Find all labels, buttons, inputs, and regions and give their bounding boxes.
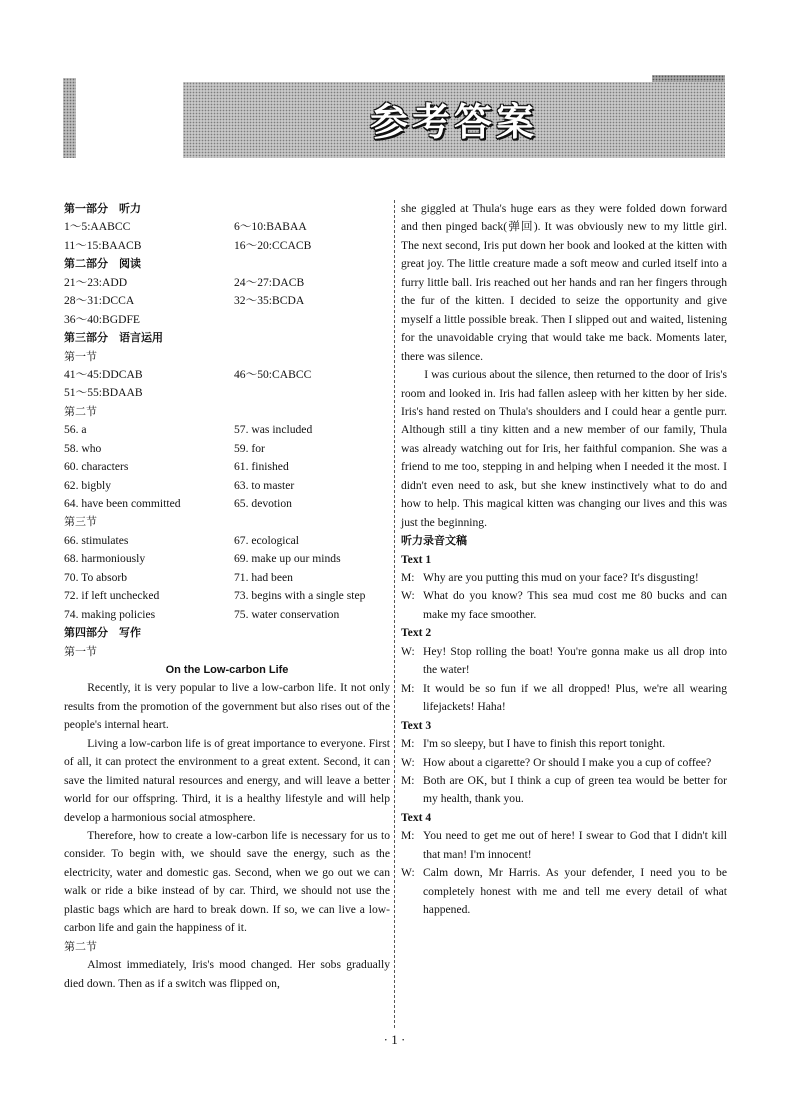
dialogue-line	[401, 772, 727, 809]
subsection-heading: 第三节	[64, 515, 97, 529]
answer-cell: 58. who	[64, 441, 102, 455]
column-divider	[394, 200, 395, 1028]
banner-left-decoration	[63, 78, 76, 158]
answer-cell: 24～27:DACB	[234, 275, 305, 289]
answer-cell: 32～35:BCDA	[234, 294, 305, 308]
reading-answers	[64, 274, 390, 329]
speaker: M:	[401, 737, 415, 751]
page-title: 参考答案	[369, 100, 538, 144]
answer-cell: 6～10:BABAA	[234, 220, 307, 234]
speaker: M:	[401, 681, 415, 695]
left-column	[64, 200, 390, 993]
transcript-heading: 听力录音文稿	[401, 534, 467, 548]
story-paragraph: Almost immediately, Iris's mood changed. Her sobs gradually died down. Then as if a switch was flipped on,	[64, 958, 390, 990]
page-number: · 1 ·	[383, 1032, 406, 1047]
utterance: I'm so sleepy, but I have to finish this report tonight.	[423, 737, 666, 751]
dialogue-line	[401, 587, 727, 624]
utterance: Hey! Stop rolling the boat! You're gonna make us all drop into the water!	[423, 644, 727, 677]
speaker: W:	[401, 755, 415, 769]
section-heading-language: 第三部分 语言运用	[64, 331, 163, 345]
speaker: M:	[401, 571, 415, 585]
utterance: Why are you putting this mud on your face? It's disgusting!	[423, 571, 699, 585]
cloze-answers	[64, 366, 390, 403]
speaker: W:	[401, 589, 415, 603]
title-banner	[183, 82, 725, 158]
answer-cell: 36～40:BGDFE	[64, 312, 141, 326]
answer-cell: 59. for	[234, 441, 265, 455]
answer-cell: 21～23:ADD	[64, 275, 128, 289]
answer-cell: 1～5:AABCC	[64, 220, 131, 234]
dialogue-line	[401, 680, 727, 717]
text-label: Text 3	[401, 718, 432, 732]
utterance: It would be so fun if we all dropped! Plus, we're all wearing lifejackets! Haha!	[423, 681, 727, 714]
utterance: You need to get me out of here! I swear to God that I didn't kill that man! I'm innocent!	[423, 829, 727, 861]
story-paragraph: she giggled at Thula's huge ears as they were folded down forward and then pinged back(弹回). It was obviously new to my little girl. The next second, Iris put down her book and looked at the kitten with great joy. The little creature made a soft meow and curled itself into a furry little ball. Iris reached out her hands and ran her fingers through the fur of the kitten. I decided to seize the opportunity and give myself a little possible break. Then I slipped out and waited, listening for the unavoidable crying that would take me back. Moments later, there was silence.	[401, 202, 727, 363]
language-answers	[64, 532, 390, 624]
speaker: W:	[401, 866, 415, 880]
essay-paragraph: Living a low-carbon life is of great importance to everyone. First of all, it can protect the environment to a great extent. Second, it can save the limited natural resources and energy, and will leave a better world for our offspring. Third, it is a healthy lifestyle and will help develop a harmonious social atmosphere.	[64, 736, 390, 824]
answer-cell: 66. stimulates	[64, 533, 129, 547]
answer-cell: 69. make up our minds	[234, 552, 341, 566]
answer-cell: 63. to master	[234, 478, 295, 492]
answer-cell: 51～55:BDAAB	[64, 386, 143, 400]
dialogue-line	[401, 569, 727, 587]
answer-cell	[234, 311, 390, 329]
section-heading-listening: 第一部分 听力	[64, 202, 141, 215]
listening-answers	[64, 218, 390, 255]
answer-cell: 64. have been committed	[64, 497, 181, 510]
speaker: M:	[401, 829, 415, 843]
text-label: Text 4	[401, 810, 432, 824]
answer-cell: 46～50:CABCC	[234, 367, 312, 381]
section-heading-writing: 第四部分 写作	[64, 626, 141, 640]
utterance: Both are OK, but I think a cup of green tea would be better for my health, thank you.	[423, 773, 727, 806]
utterance: How about a cigarette? Or should I make you a cup of coffee?	[423, 755, 712, 769]
answer-cell: 11～15:BAACB	[64, 238, 142, 252]
answer-cell: 71. had been	[234, 570, 293, 584]
answer-cell: 61. finished	[234, 460, 289, 474]
dialogue-line	[401, 643, 727, 680]
answer-cell: 75. water conservation	[234, 607, 340, 621]
answer-cell: 67. ecological	[234, 533, 300, 547]
answer-cell: 72. if left unchecked	[64, 589, 160, 603]
answer-cell: 56. a	[64, 423, 87, 437]
answer-cell: 16～20:CCACB	[234, 238, 312, 252]
dialogue-line	[401, 864, 727, 919]
answer-cell: 62. bigbly	[64, 478, 112, 492]
speaker: W:	[401, 644, 415, 658]
answer-cell: 74. making policies	[64, 607, 156, 621]
dialogue-line	[401, 754, 727, 772]
answer-cell	[234, 384, 390, 402]
subsection-heading: 第二节	[64, 939, 97, 953]
utterance: Calm down, Mr Harris. As your defender, I need you to be completely honest with me and tell me every detail of what happened.	[423, 866, 727, 917]
utterance: What do you know? This sea mud cost me 80 bucks and can make my face smoother.	[423, 589, 727, 621]
essay-title: On the Low-carbon Life	[165, 663, 289, 676]
subsection-heading: 第一节	[64, 349, 97, 363]
answer-cell: 65. devotion	[234, 497, 292, 510]
answer-cell: 70. To absorb	[64, 570, 128, 584]
essay-paragraph: Therefore, how to create a low-carbon life is necessary for us to consider. To begin with, we should save the energy, such as the electricity, water and domestic gas. Second, when we go out we can walk or ride a bike instead of by car. Third, we should not use the plastic bags which are hard to break down. If so, we can live a low-carbon life and gain the happiness of it.	[64, 829, 390, 935]
dialogue-line	[401, 827, 727, 864]
text-label: Text 2	[401, 626, 432, 640]
right-column	[401, 200, 727, 920]
answer-cell: 28～31:DCCA	[64, 294, 135, 308]
story-paragraph: I was curious about the silence, then returned to the door of Iris's room and looked in. Iris had fallen asleep with her kitten by her side. Iris's hand rested on Thula's shoulders and I could hear a gentle purr. Although still a tiny kitten and a new member of our family, Thula was already watching out for Iris, her faithful companion. She was a friend to me too, stepping in and helping when I needed it the most. I didn't even need to ask, but she knew instinctively what to do and how to help. This magical kitten was changing our lives and this was just the beginning.	[401, 368, 727, 529]
fill-answers	[64, 421, 390, 513]
dialogue-line	[401, 735, 727, 753]
text-label: Text 1	[401, 552, 432, 566]
answer-cell: 73. begins with a single step	[234, 589, 366, 603]
answer-cell: 68. harmoniously	[64, 552, 146, 566]
subsection-heading: 第二节	[64, 404, 97, 418]
subsection-heading: 第一节	[64, 644, 97, 658]
answer-cell: 60. characters	[64, 460, 129, 474]
answer-cell: 41～45:DDCAB	[64, 367, 143, 381]
essay-paragraph: Recently, it is very popular to live a low-carbon life. It not only results from the promotion of the government but also rises out of the people's internal heart.	[64, 681, 390, 732]
answer-cell: 57. was included	[234, 423, 313, 437]
section-heading-reading: 第二部分 阅读	[64, 257, 141, 271]
speaker: M:	[401, 773, 415, 787]
